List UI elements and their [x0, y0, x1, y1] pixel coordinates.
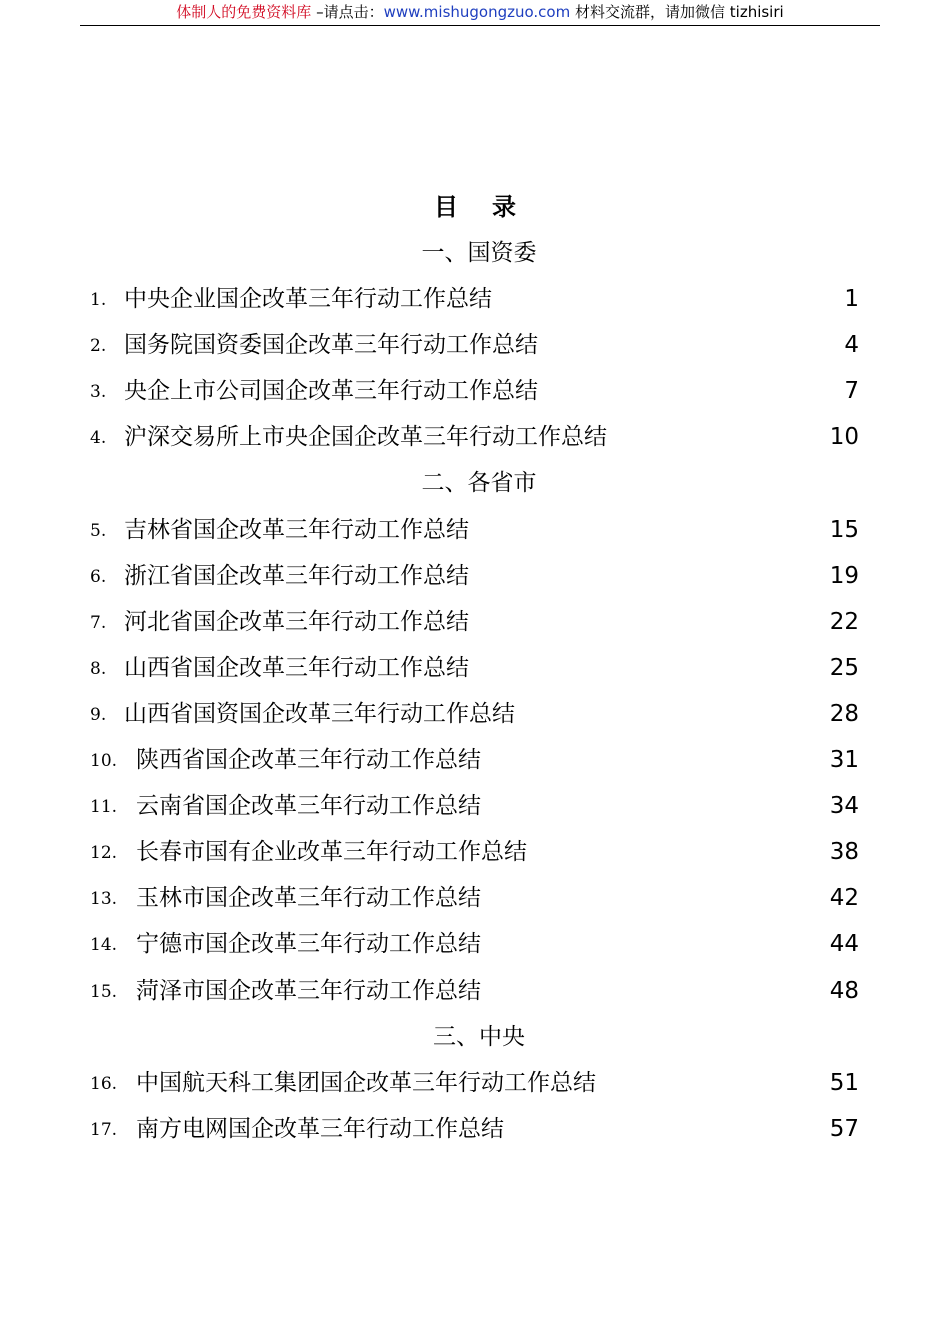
entry-title: 宁德市国企改革三年行动工作总结 — [136, 931, 481, 958]
section-heading: 一、国资委 — [421, 240, 537, 266]
toc-title-char-2: 录 — [492, 193, 516, 221]
toc-entry[interactable] — [0, 1106, 950, 1152]
toc-entry[interactable] — [0, 553, 950, 599]
entry-page: 48 — [829, 977, 859, 1004]
entry-number: 5. — [90, 520, 107, 541]
toc-title — [0, 190, 950, 224]
entry-title: 中国航天科工集团国企改革三年行动工作总结 — [136, 1069, 596, 1096]
entry-page: 19 — [829, 562, 859, 589]
entry-number: 8. — [90, 658, 107, 679]
toc-title-char-1: 目 — [434, 193, 458, 221]
entry-number: 12. — [90, 843, 118, 864]
entry-number: 17. — [90, 1119, 118, 1140]
toc-entry[interactable] — [0, 368, 950, 414]
entry-title: 河北省国企改革三年行动工作总结 — [124, 608, 469, 635]
entry-title: 南方电网国企改革三年行动工作总结 — [136, 1115, 504, 1142]
entry-number: 6. — [90, 566, 107, 587]
entry-number: 11. — [90, 797, 118, 818]
entry-number: 9. — [90, 704, 107, 725]
entry-page: 38 — [829, 839, 859, 866]
entry-title: 吉林省国企改革三年行动工作总结 — [124, 516, 469, 543]
page-header — [80, 0, 880, 26]
toc-entry[interactable] — [0, 691, 950, 737]
entry-page: 44 — [829, 931, 859, 958]
entry-title: 玉林市国企改革三年行动工作总结 — [136, 885, 481, 912]
entry-number: 4. — [90, 428, 107, 449]
entry-title: 长春市国有企业改革三年行动工作总结 — [136, 839, 527, 866]
header-contact: 材料交流群，请加微信 tizhisiri — [570, 3, 784, 21]
entry-title: 山西省国企改革三年行动工作总结 — [124, 654, 469, 681]
entry-title: 央企上市公司国企改革三年行动工作总结 — [124, 378, 538, 405]
toc-entry[interactable] — [0, 645, 950, 691]
entry-number: 14. — [90, 935, 118, 956]
toc-entry[interactable] — [0, 968, 950, 1014]
toc-entry[interactable] — [0, 875, 950, 921]
entry-page: 7 — [844, 378, 859, 405]
toc-entry[interactable] — [0, 276, 950, 322]
entry-title: 浙江省国企改革三年行动工作总结 — [124, 562, 469, 589]
entry-page: 28 — [829, 700, 859, 727]
toc-entry[interactable] — [0, 507, 950, 553]
section-heading: 二、各省市 — [421, 470, 537, 497]
toc-entry[interactable] — [0, 1060, 950, 1106]
toc-entry[interactable] — [0, 921, 950, 967]
header-brand: 体制人的免费资料库 — [176, 3, 312, 21]
entry-page: 22 — [829, 608, 859, 635]
entry-number: 3. — [90, 382, 107, 403]
entry-page: 15 — [829, 516, 859, 543]
entry-number: 2. — [90, 336, 107, 357]
entry-number: 7. — [90, 612, 107, 633]
entry-title: 云南省国企改革三年行动工作总结 — [136, 793, 481, 820]
entry-page: 10 — [829, 424, 859, 451]
header-link[interactable]: www.mishugongzuo.com — [383, 3, 571, 21]
toc-entry[interactable] — [0, 414, 950, 460]
entry-page: 25 — [829, 654, 859, 681]
entry-title: 国务院国资委国企改革三年行动工作总结 — [124, 332, 538, 359]
entry-page: 1 — [844, 286, 859, 313]
entry-title: 陕西省国企改革三年行动工作总结 — [136, 747, 481, 774]
entry-title: 菏泽市国企改革三年行动工作总结 — [136, 977, 481, 1004]
entry-title: 中央企业国企改革三年行动工作总结 — [124, 286, 492, 313]
entry-page: 4 — [844, 332, 859, 359]
entry-number: 16. — [90, 1073, 118, 1094]
entry-number: 1. — [90, 290, 107, 311]
entry-number: 15. — [90, 981, 118, 1002]
toc-entry[interactable] — [0, 737, 950, 783]
toc-entry[interactable] — [0, 322, 950, 368]
entry-page: 51 — [829, 1069, 859, 1096]
section-heading: 三、中央 — [433, 1023, 525, 1050]
toc-entry[interactable] — [0, 783, 950, 829]
entry-page: 57 — [829, 1115, 859, 1142]
entry-title: 沪深交易所上市央企国企改革三年行动工作总结 — [124, 424, 607, 451]
entry-number: 10. — [90, 751, 118, 772]
table-of-contents — [0, 230, 950, 1152]
entry-number: 13. — [90, 889, 118, 910]
header-prompt: –请点击： — [311, 3, 384, 21]
entry-page: 34 — [829, 793, 859, 820]
entry-title: 山西省国资国企改革三年行动工作总结 — [124, 700, 515, 727]
toc-entry[interactable] — [0, 599, 950, 645]
entry-page: 42 — [829, 885, 859, 912]
toc-entry[interactable] — [0, 829, 950, 875]
entry-page: 31 — [829, 747, 859, 774]
